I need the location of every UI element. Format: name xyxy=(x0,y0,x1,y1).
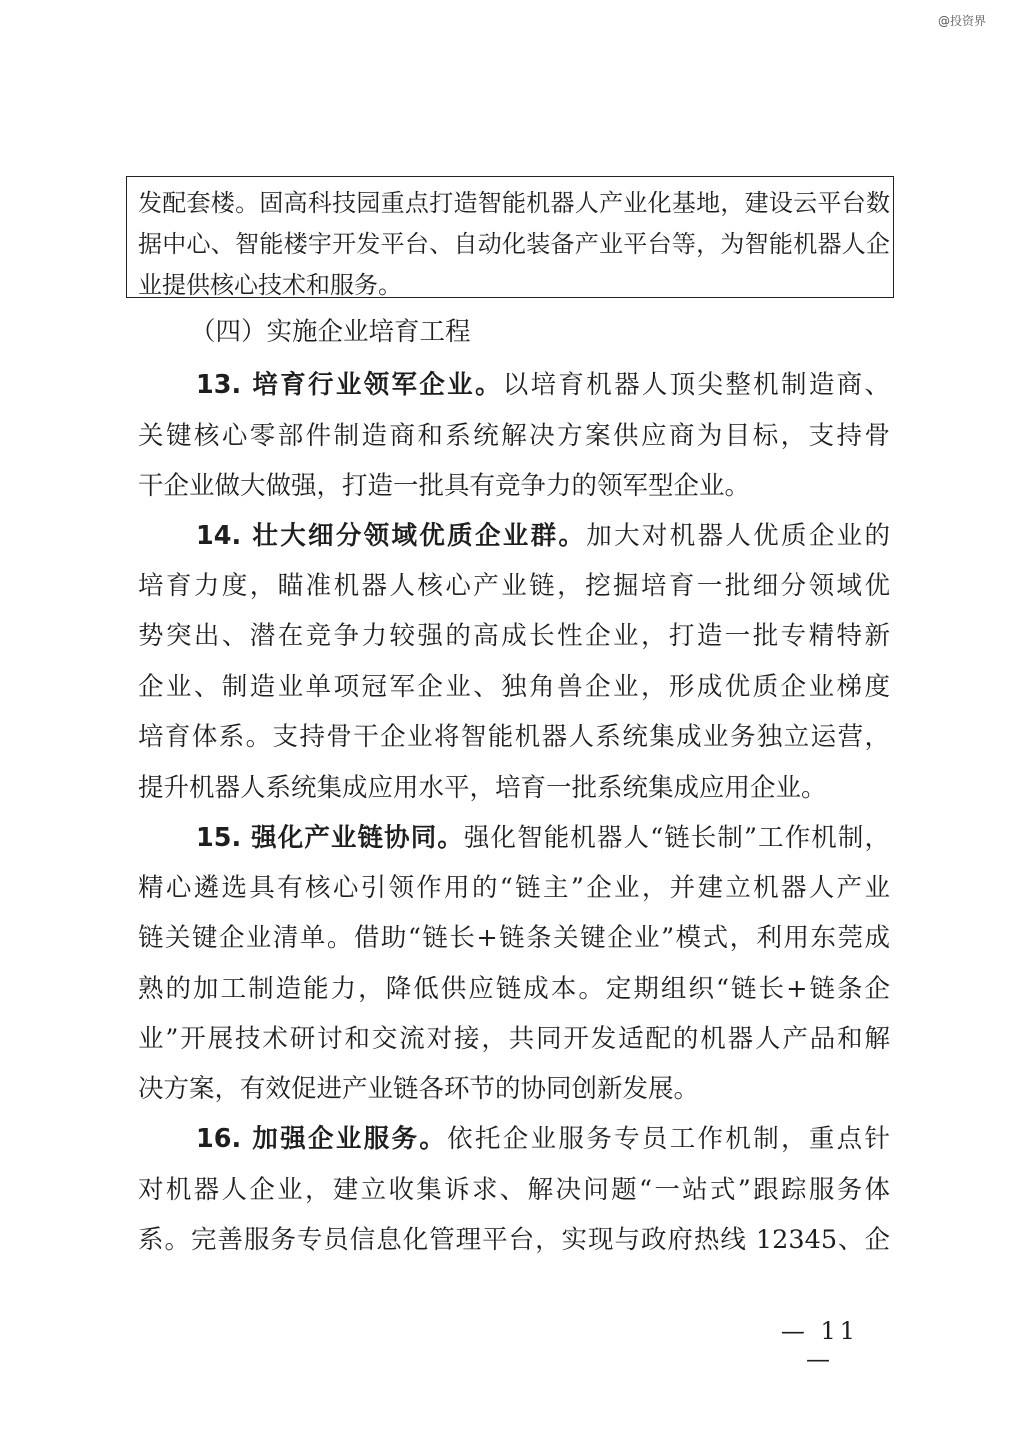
paragraph-line: 精心遴选具有核心引领作用的“链主”企业，并建立机器人产业 xyxy=(138,873,890,903)
paragraph-line: 培育力度，瞄准机器人核心产业链，挖掘培育一批细分领域优 xyxy=(138,571,890,601)
paragraph-first-line xyxy=(196,823,890,855)
item-text: 以培育机器人顶尖整机制造商、 xyxy=(502,370,890,400)
paragraph-line: 系。完善服务专员信息化管理平台，实现与政府热线 12345、企 xyxy=(138,1225,890,1255)
section-heading: （四）实施企业培育工程 xyxy=(190,317,471,347)
paragraph-first-line xyxy=(196,1124,890,1156)
item-title: 15. 强化产业链协同。 xyxy=(196,823,464,853)
paragraph-line: 提升机器人系统集成应用水平，培育一批系统集成应用企业。 xyxy=(138,773,827,803)
paragraph-line: 干企业做大做强，打造一批具有竞争力的领军型企业。 xyxy=(138,471,751,501)
paragraph-line: 培育体系。支持骨干企业将智能机器人系统集成业务独立运营， xyxy=(138,722,890,752)
item-text: 依托企业服务专员工作机制，重点针 xyxy=(447,1124,890,1154)
boxed-text-line: 据中心、智能楼宇开发平台、自动化装备产业平台等，为智能机器人企 xyxy=(138,230,890,258)
watermark: @投资界 xyxy=(937,14,986,28)
paragraph-line: 势突出、潜在竞争力较强的高成长性企业，打造一批专精特新 xyxy=(138,621,890,651)
boxed-text-line: 业提供核心技术和服务。 xyxy=(138,271,402,299)
item-title: 13. 培育行业领军企业。 xyxy=(196,370,503,400)
boxed-text-line: 发配套楼。固高科技园重点打造智能机器人产业化基地，建设云平台数 xyxy=(138,189,890,217)
paragraph-first-line xyxy=(196,370,890,402)
item-title: 16. 加强企业服务。 xyxy=(196,1124,448,1154)
item-text: 加大对机器人优质企业的 xyxy=(586,521,890,551)
paragraph-line: 业”开展技术研讨和交流对接，共同开发适配的机器人产品和解 xyxy=(138,1024,890,1054)
item-title: 14. 壮大细分领域优质企业群。 xyxy=(196,521,587,551)
paragraph-line: 企业、制造业单项冠军企业、独角兽企业，形成优质企业梯度 xyxy=(138,672,890,702)
page-number: — 11 — xyxy=(780,1317,860,1373)
paragraph-line: 对机器人企业，建立收集诉求、解决问题“一站式”跟踪服务体 xyxy=(138,1175,890,1205)
paragraph-line: 熟的加工制造能力，降低供应链成本。定期组织“链长+链条企 xyxy=(138,974,890,1004)
paragraph-first-line xyxy=(196,521,890,553)
paragraph-line: 链关键企业清单。借助“链长+链条关键企业”模式，利用东莞成 xyxy=(138,923,890,953)
paragraph-line: 决方案，有效促进产业链各环节的协同创新发展。 xyxy=(138,1074,700,1104)
item-text: 强化智能机器人“链长制”工作机制， xyxy=(463,823,890,853)
paragraph-line: 关键核心零部件制造商和系统解决方案供应商为目标，支持骨 xyxy=(138,421,890,451)
